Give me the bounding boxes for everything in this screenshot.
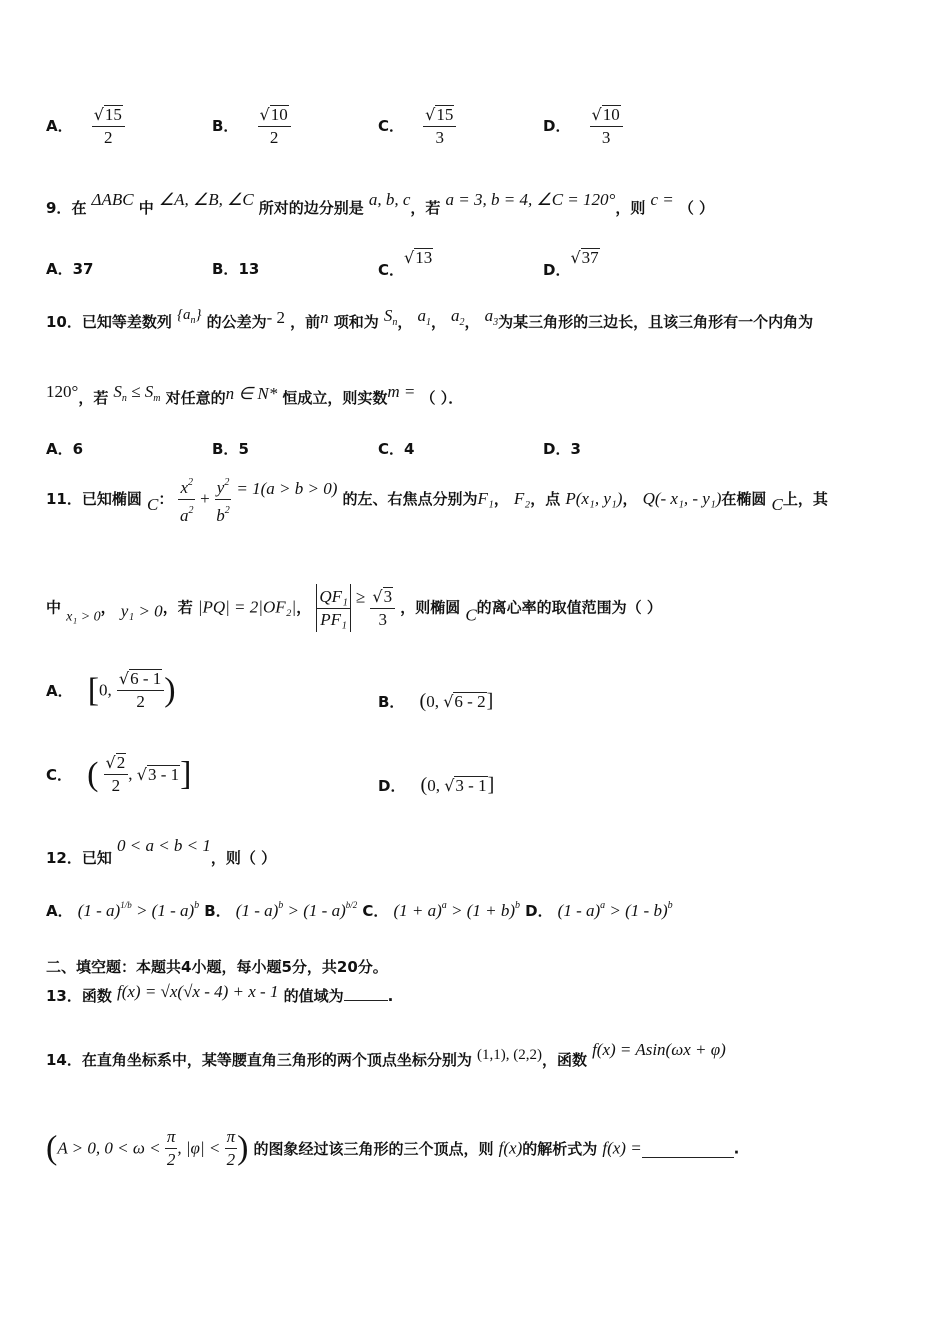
q9-stem: 9．在 ΔABC 中 ∠A, ∠B, ∠C 所对的边分别是 a, b, c，若 a = 3, b = 4, ∠C = 120°，则 c = （ ） bbox=[46, 190, 715, 217]
option-fraction: $\frac{√15}{2}$ bbox=[92, 104, 125, 149]
q11-option-b: B． (0, √6 - 2] bbox=[378, 690, 494, 712]
option-fraction: $\frac{√10}{3}$ bbox=[590, 104, 623, 149]
q10-options: A．6 B．5 C．4 D．3 bbox=[46, 440, 581, 458]
q13-stem: 13．函数 f(x) = √x(√x - 4) + x - 1 的值域为 . bbox=[46, 982, 394, 1005]
option-label: B． bbox=[212, 117, 239, 135]
q8-option-d bbox=[543, 104, 623, 149]
q14-stem-line1: 14．在直角坐标系中，某等腰直角三角形的两个顶点坐标分别为 (1,1), (2,2)，函数 f(x) = Asin(ωx + φ) bbox=[46, 1040, 726, 1069]
answer-blank[interactable] bbox=[642, 1139, 734, 1158]
option-label: A． bbox=[46, 117, 73, 135]
option-fraction: $\frac{√10}{2}$ bbox=[258, 104, 291, 149]
option-label: D． bbox=[543, 117, 571, 135]
q14-stem-line2: (A > 0, 0 < ω < $\frac{\pi}{2}$ , |φ| < $\frac{\pi}{2}$ ) 的图象经过该三角形的三个顶点，则 f(x)的解析式为 f(x) = . bbox=[46, 1127, 740, 1169]
q8-option-a bbox=[46, 104, 125, 149]
q12-options: A． (1 - a)$^{1/b}$ > (1 - a)$^b$ B． (1 - a)$^b$ > (1 - a)$^{b/2}$ C． $(1 + a)^a > (1 + b)^b$ D． (1 - a)$^a$ > (1 - b)$^b$ bbox=[46, 900, 673, 920]
q10-stem-line1: 10．已知等差数列 $\{a_n\}$ 的公差为- 2 ，前n 项和为 $S_n$， $a_1$， $a_2$， $a_3$为某三角形的三边长，且该三角形有一个内角为 bbox=[46, 306, 814, 331]
option-fraction: $\frac{√15}{3}$ bbox=[423, 104, 456, 149]
option-label: C． bbox=[378, 117, 405, 135]
q11-option-a: A． [0, $\frac{√6 - 1}{2}$ ) bbox=[46, 669, 176, 711]
q8-option-c bbox=[378, 104, 456, 149]
q11-stem-line1: 11．已知椭圆 C： $\frac{x^2}{a^2}$ + $\frac{y^2}{b^2}$ = 1(a > b > 0) 的左、右焦点分别为F₁， F₂，点 P(x₁, y₁)， Q(- x₁, - y₁)在椭圆 C上，其 bbox=[46, 472, 828, 527]
q11-stem-line2: 中 x₁ > 0， y₁ > 0，若 |PQ| = 2|OF₂|， $\frac{\text{QF₁}}{\text{PF₁}}$ ≥ $\frac{√3}{3}$ ，则椭圆 C的离心率的取值范围为（ ） bbox=[46, 584, 662, 632]
q9-options: A．37 B．13 C．√13 D．√37 bbox=[46, 248, 599, 279]
q8-option-b bbox=[212, 104, 291, 149]
section-title: 二、填空题：本题共4小题，每小题5分，共20分。 bbox=[46, 958, 388, 976]
q10-stem-line2: 120°，若 $S_n \le S_m$ 对任意的n ∈ N* 恒成立，则实数m = （ ）． bbox=[46, 382, 464, 407]
q12-stem: 12．已知 0 < a < b < 1，则（ ） bbox=[46, 836, 277, 867]
q11-option-c: C． ( $\frac{√2}{2}$ , √3 - 1] bbox=[46, 753, 192, 795]
q11-option-d: D． (0, √3 - 1] bbox=[378, 774, 495, 796]
answer-blank[interactable] bbox=[344, 1000, 388, 1001]
